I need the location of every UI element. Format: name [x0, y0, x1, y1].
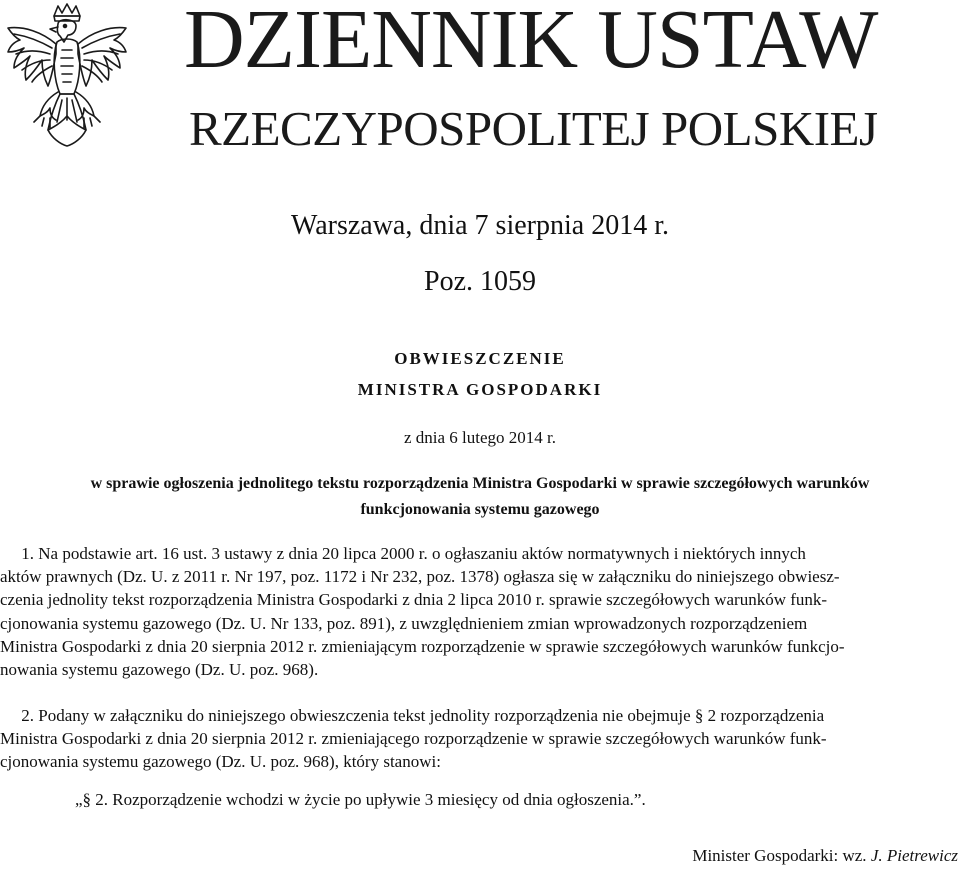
- text-line: 1. Na podstawie art. 16 ust. 3 ustawy z dnia 20 lipca 2000 r. o ogłaszaniu aktów normatywnych i niektórych innych: [0, 544, 806, 563]
- signatory-role: Minister Gospodarki: wz.: [692, 846, 867, 865]
- subject-line: w sprawie ogłoszenia jednolitego tekstu rozporządzenia Ministra Gospodarki w sprawie szczegółowych warunków: [90, 475, 870, 492]
- issuing-authority: MINISTRA GOSPODARKI: [357, 380, 603, 399]
- text-line: cjonowania systemu gazowego (Dz. U. poz. 968), który stanowi:: [0, 752, 441, 772]
- text-line: aktów prawnych (Dz. U. z 2011 r. Nr 197, poz. 1172 i Nr 232, poz. 1378) ogłasza się w załączniku do niniejszego obwiesz-: [0, 567, 840, 587]
- text-line: Ministra Gospodarki z dnia 20 sierpnia 2012 r. zmieniającym rozporządzenie w sprawie szczegółowych warunków funkcjo-: [0, 636, 845, 656]
- white-eagle-emblem-icon: [2, 2, 132, 154]
- text-line: nowania systemu gazowego (Dz. U. poz. 968).: [0, 660, 319, 680]
- document-date: z dnia 6 lutego 2014 r.: [403, 428, 557, 447]
- gazette-subtitle: RZECZYPOSPOLITEJ POLSKIEJ: [189, 101, 878, 156]
- text-line: Ministra Gospodarki z dnia 20 sierpnia 2012 r. zmieniającego rozporządzenie w sprawie szczegółowych warunków funk-: [0, 729, 827, 749]
- gazette-title: DZIENNIK USTAW: [184, 0, 878, 86]
- signatory-name: J. Pietrewicz: [870, 846, 958, 865]
- publication-date: Warszawa, dnia 7 sierpnia 2014 r.: [291, 210, 669, 241]
- quoted-provision: „§ 2. Rozporządzenie wchodzi w życie po upływie 3 miesięcy od dnia ogłoszenia.”.: [75, 790, 646, 809]
- text-line: czenia jednolity tekst rozporządzenia Ministra Gospodarki z dnia 2 lipca 2010 r. sprawie szczegółowych warunków funk-: [0, 590, 828, 610]
- subject-line: funkcjonowania systemu gazowego: [360, 501, 600, 518]
- text-line: cjonowania systemu gazowego (Dz. U. Nr 133, poz. 891), z uwzględnieniem zmian wprowadzonych rozporządzeniem: [0, 613, 808, 633]
- document-type: OBWIESZCZENIE: [394, 349, 566, 368]
- paragraph-2: [0, 704, 960, 774]
- signature-block: [692, 846, 958, 866]
- document-subject: [0, 471, 960, 523]
- paragraph-1: [0, 542, 960, 681]
- text-line: 2. Podany w załączniku do niniejszego obwieszczenia tekst jednolity rozporządzenia nie obejmuje § 2 rozporządzenia: [0, 706, 825, 725]
- position-number: Poz. 1059: [424, 266, 536, 297]
